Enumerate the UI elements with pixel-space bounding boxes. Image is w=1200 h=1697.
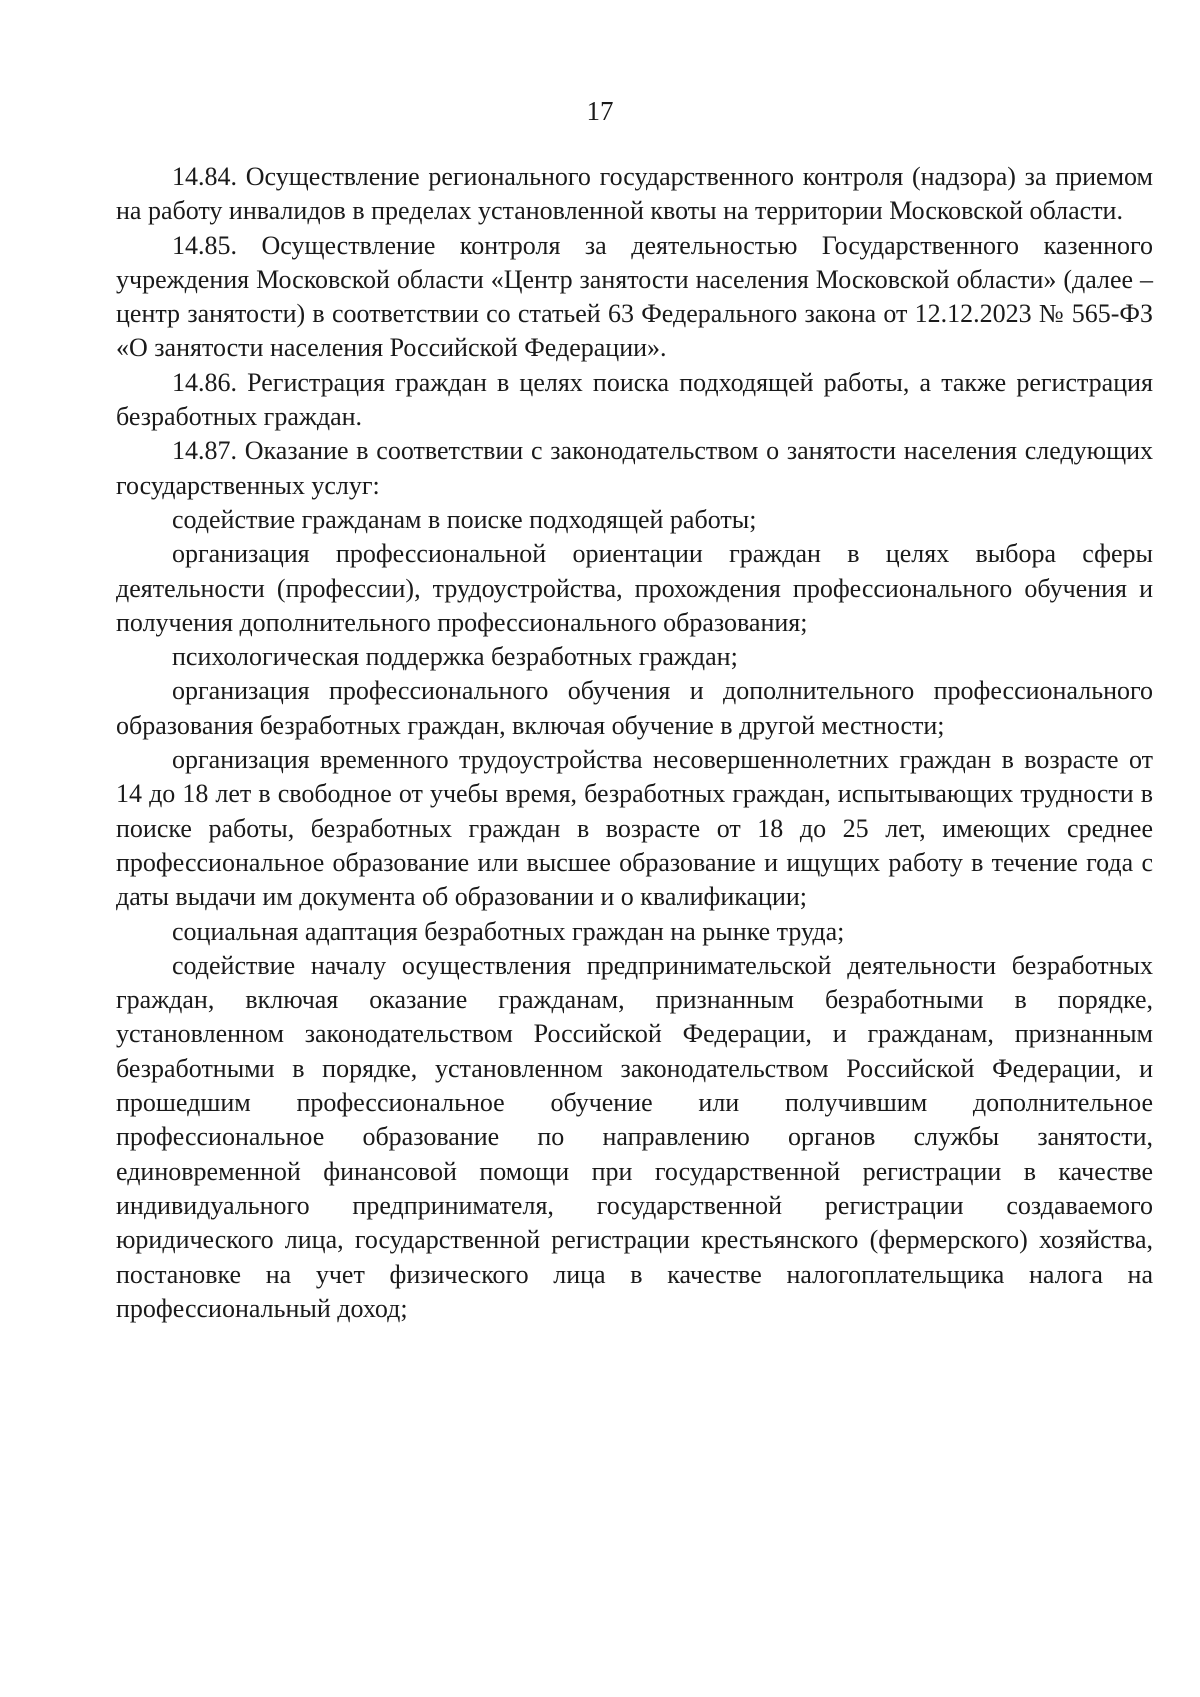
paragraph-14-85: 14.85. Осуществление контроля за деятельностью Государственного казенного учреждения Московской области «Центр занятости населения Московской области» (далее – центр занятости) в соответствии со статьей 63 Федерального закона от 12.12.2023 № 565-ФЗ «О занятости населения Российской Федерации». <box>116 230 1153 363</box>
service-item-career-guidance: организация профессиональной ориентации граждан в целях выбора сферы деятельности (профессии), трудоустройства, прохождения профессионального обучения и получения дополнительного профессионального образования; <box>116 539 1153 637</box>
service-item-job-search: содействие гражданам в поиске подходящей работы; <box>172 504 757 534</box>
document-body <box>116 160 1153 1326</box>
paragraph-14-84: 14.84. Осуществление регионального государственного контроля (надзора) за приемом на работу инвалидов в пределах установленной квоты на территории Московской области. <box>116 162 1153 226</box>
service-item-vocational-training: организация профессионального обучения и дополнительного профессионального образования безработных граждан, включая обучение в другой местности; <box>116 676 1153 740</box>
page-number: 17 <box>586 96 614 126</box>
service-item-temporary-employment: организация временного трудоустройства несовершеннолетних граждан в возрасте от 14 до 18 лет в свободное от учебы время, безработных граждан, испытывающих трудности в поиске работы, безработных граждан в возрасте от 18 до 25 лет, имеющих среднее профессиональное образование или высшее образование и ищущих работу в течение года с даты выдачи им документа об образовании и о квалификации; <box>116 745 1153 912</box>
paragraph-14-87: 14.87. Оказание в соответствии с законодательством о занятости населения следующих государственных услуг: <box>116 436 1153 500</box>
service-item-psychological-support: психологическая поддержка безработных граждан; <box>172 642 738 672</box>
service-item-social-adaptation: социальная адаптация безработных граждан на рынке труда; <box>172 916 845 946</box>
service-item-entrepreneurship-support: содействие началу осуществления предпринимательской деятельности безработных граждан, включая оказание гражданам, признанным безработными в порядке, установленном законодательством Российской Федерации, и гражданам, признанным безработными в порядке, установленном законодательством Российской Федерации, и прошедшим профессиональное обучение или получившим дополнительное профессиональное образование по направлению органов службы занятости, единовременной финансовой помощи при государственной регистрации в качестве индивидуального предпринимателя, государственной регистрации создаваемого юридического лица, государственной регистрации крестьянского (фермерского) хозяйства, постановке на учет физического лица в качестве налогоплательщика налога на профессиональный доход; <box>116 950 1153 1323</box>
paragraph-14-86: 14.86. Регистрация граждан в целях поиска подходящей работы, а также регистрация безработных граждан. <box>116 367 1153 432</box>
